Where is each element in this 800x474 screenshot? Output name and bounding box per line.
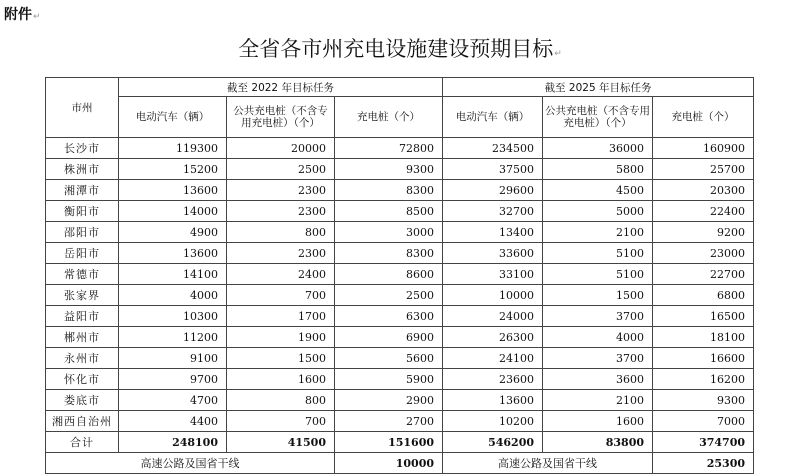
- value-cell: 15200: [119, 159, 227, 180]
- value-cell: 20000: [227, 138, 335, 159]
- value-cell: 13600: [119, 243, 227, 264]
- value-cell: 1500: [227, 348, 335, 369]
- city-cell: 永州市: [46, 348, 119, 369]
- value-cell: 14000: [119, 201, 227, 222]
- table-row: [46, 390, 754, 411]
- targets-table: [45, 77, 754, 474]
- value-cell: 13600: [443, 390, 543, 411]
- value-cell: 9700: [119, 369, 227, 390]
- highway-value-2022: 10000: [335, 453, 443, 474]
- value-cell: 5800: [543, 159, 653, 180]
- col-header-ev-2022: 电动汽车（辆）: [119, 97, 227, 138]
- value-cell: 2500: [227, 159, 335, 180]
- value-cell: 24100: [443, 348, 543, 369]
- table-row: [46, 264, 754, 285]
- value-cell: 4000: [119, 285, 227, 306]
- value-cell: 16200: [653, 369, 754, 390]
- value-cell: 8600: [335, 264, 443, 285]
- value-cell: 33100: [443, 264, 543, 285]
- value-cell: 29600: [443, 180, 543, 201]
- value-cell: 11200: [119, 327, 227, 348]
- value-cell: 72800: [335, 138, 443, 159]
- header-group-row: [46, 78, 754, 97]
- table-row: [46, 159, 754, 180]
- value-cell: 1600: [227, 369, 335, 390]
- value-cell: 14100: [119, 264, 227, 285]
- total-row: [46, 432, 754, 453]
- value-cell: 3700: [543, 348, 653, 369]
- highway-row: [46, 453, 754, 474]
- value-cell: 32700: [443, 201, 543, 222]
- paragraph-mark-icon: ↵: [33, 12, 41, 22]
- value-cell: 1600: [543, 411, 653, 432]
- table-row: [46, 243, 754, 264]
- total-cell: 248100: [119, 432, 227, 453]
- city-cell: 长沙市: [46, 138, 119, 159]
- value-cell: 234500: [443, 138, 543, 159]
- highway-label-2022: 高速公路及国省干线: [46, 453, 335, 474]
- value-cell: 2100: [543, 390, 653, 411]
- value-cell: 2300: [227, 201, 335, 222]
- value-cell: 800: [227, 222, 335, 243]
- total-cell: 41500: [227, 432, 335, 453]
- value-cell: 6800: [653, 285, 754, 306]
- value-cell: 2700: [335, 411, 443, 432]
- table-row: [46, 138, 754, 159]
- city-cell: 衡阳市: [46, 201, 119, 222]
- value-cell: 119300: [119, 138, 227, 159]
- value-cell: 2400: [227, 264, 335, 285]
- value-cell: 2500: [335, 285, 443, 306]
- value-cell: 16600: [653, 348, 754, 369]
- value-cell: 9100: [119, 348, 227, 369]
- value-cell: 20300: [653, 180, 754, 201]
- value-cell: 1900: [227, 327, 335, 348]
- table-row: [46, 306, 754, 327]
- value-cell: 700: [227, 411, 335, 432]
- value-cell: 5100: [543, 243, 653, 264]
- city-cell: 邵阳市: [46, 222, 119, 243]
- value-cell: 22700: [653, 264, 754, 285]
- col-header-ev-2025: 电动汽车（辆）: [443, 97, 543, 138]
- value-cell: 23600: [443, 369, 543, 390]
- city-cell: 株洲市: [46, 159, 119, 180]
- header-column-row: [46, 97, 754, 138]
- paragraph-mark-icon: ↵: [554, 49, 562, 59]
- value-cell: 1500: [543, 285, 653, 306]
- value-cell: 9300: [335, 159, 443, 180]
- value-cell: 16500: [653, 306, 754, 327]
- col-header-charger-2022: 充电桩（个）: [335, 97, 443, 138]
- value-cell: 4000: [543, 327, 653, 348]
- value-cell: 26300: [443, 327, 543, 348]
- city-cell: 益阳市: [46, 306, 119, 327]
- table-row: [46, 348, 754, 369]
- value-cell: 700: [227, 285, 335, 306]
- city-cell: 湘西自治州: [46, 411, 119, 432]
- value-cell: 5100: [543, 264, 653, 285]
- value-cell: 10300: [119, 306, 227, 327]
- value-cell: 2100: [543, 222, 653, 243]
- col-header-charger-2025: 充电桩（个）: [653, 97, 754, 138]
- attachment-text: 附件: [4, 7, 32, 23]
- total-cell: 374700: [653, 432, 754, 453]
- highway-value-2025: 25300: [653, 453, 754, 474]
- table-row: [46, 180, 754, 201]
- value-cell: 800: [227, 390, 335, 411]
- total-cell: 546200: [443, 432, 543, 453]
- document-title: [150, 33, 650, 63]
- value-cell: 4500: [543, 180, 653, 201]
- value-cell: 3700: [543, 306, 653, 327]
- city-cell: 郴州市: [46, 327, 119, 348]
- group-header-2025: 截至 2025 年目标任务: [443, 78, 754, 97]
- value-cell: 18100: [653, 327, 754, 348]
- value-cell: 4400: [119, 411, 227, 432]
- value-cell: 5600: [335, 348, 443, 369]
- title-text: 全省各市州充电设施建设预期目标: [238, 37, 554, 61]
- value-cell: 7000: [653, 411, 754, 432]
- value-cell: 10200: [443, 411, 543, 432]
- attachment-label: [4, 4, 41, 24]
- value-cell: 9200: [653, 222, 754, 243]
- value-cell: 6300: [335, 306, 443, 327]
- table-row: [46, 369, 754, 390]
- value-cell: 5000: [543, 201, 653, 222]
- table-row: [46, 285, 754, 306]
- value-cell: 25700: [653, 159, 754, 180]
- total-label: 合计: [46, 432, 119, 453]
- highway-label-2025: 高速公路及国省干线: [443, 453, 653, 474]
- value-cell: 5900: [335, 369, 443, 390]
- value-cell: 8500: [335, 201, 443, 222]
- table-row: [46, 201, 754, 222]
- value-cell: 160900: [653, 138, 754, 159]
- table-row: [46, 222, 754, 243]
- city-cell: 常德市: [46, 264, 119, 285]
- value-cell: 23000: [653, 243, 754, 264]
- value-cell: 8300: [335, 180, 443, 201]
- value-cell: 4700: [119, 390, 227, 411]
- city-header: 市州: [46, 78, 119, 138]
- value-cell: 37500: [443, 159, 543, 180]
- col-header-public-2022: 公共充电桩（不含专用充电桩）（个）: [227, 97, 335, 138]
- value-cell: 13400: [443, 222, 543, 243]
- city-cell: 岳阳市: [46, 243, 119, 264]
- value-cell: 8300: [335, 243, 443, 264]
- value-cell: 24000: [443, 306, 543, 327]
- value-cell: 2900: [335, 390, 443, 411]
- value-cell: 22400: [653, 201, 754, 222]
- col-header-public-2025: 公共充电桩（不含专用充电桩）（个）: [543, 97, 653, 138]
- value-cell: 36000: [543, 138, 653, 159]
- value-cell: 2300: [227, 243, 335, 264]
- table-row: [46, 327, 754, 348]
- table-row: [46, 411, 754, 432]
- group-header-2022: 截至 2022 年目标任务: [119, 78, 443, 97]
- total-cell: 151600: [335, 432, 443, 453]
- value-cell: 3600: [543, 369, 653, 390]
- value-cell: 2300: [227, 180, 335, 201]
- table-body: [46, 138, 754, 432]
- value-cell: 1700: [227, 306, 335, 327]
- value-cell: 13600: [119, 180, 227, 201]
- value-cell: 3000: [335, 222, 443, 243]
- city-cell: 湘潭市: [46, 180, 119, 201]
- value-cell: 6900: [335, 327, 443, 348]
- city-cell: 张家界: [46, 285, 119, 306]
- value-cell: 10000: [443, 285, 543, 306]
- total-cell: 83800: [543, 432, 653, 453]
- value-cell: 4900: [119, 222, 227, 243]
- city-cell: 怀化市: [46, 369, 119, 390]
- city-cell: 娄底市: [46, 390, 119, 411]
- value-cell: 33600: [443, 243, 543, 264]
- value-cell: 9300: [653, 390, 754, 411]
